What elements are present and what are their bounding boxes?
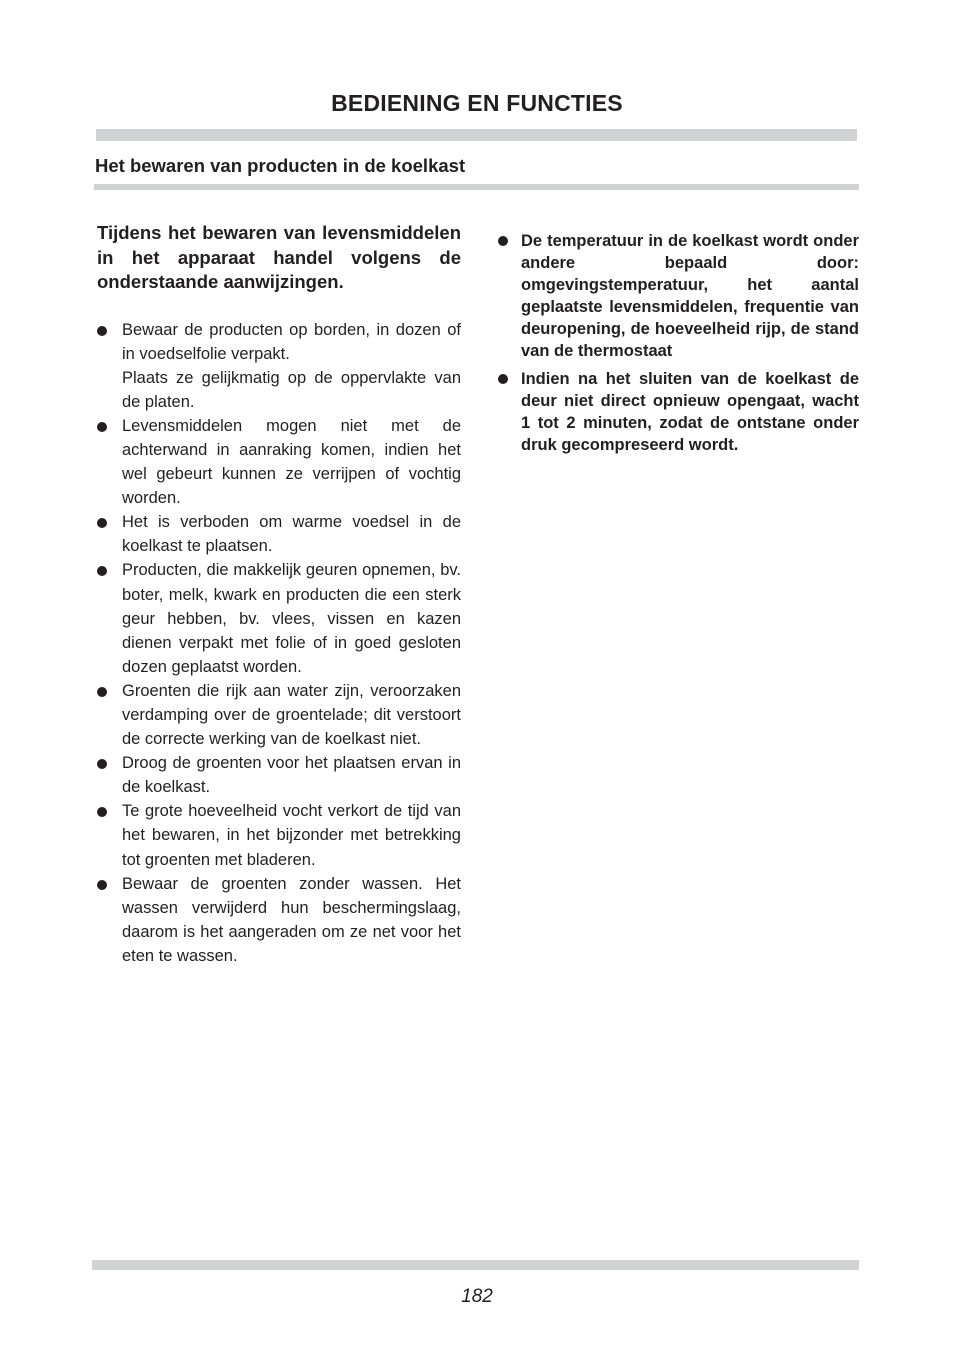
list-item-text: Bewaar de groenten zonder wassen. Het wassen verwijderd hun beschermingslaag, daarom is het aangeraden om ze net voor het eten te wassen. [122,874,461,965]
list-item [97,872,461,968]
bullet-icon [97,880,107,890]
footer-divider [92,1260,859,1270]
instruction-list [97,318,461,969]
list-item [97,751,461,799]
intro-text: Tijdens het bewaren van levensmiddelen in het apparaat handel volgens de onderstaande aanwijzingen. [97,222,461,292]
right-column [498,230,859,462]
list-item-text: Te grote hoeveelheid vocht verkort de tijd van het bewaren, in het bijzonder met betrekking tot groenten met bladeren. [122,802,461,869]
bullet-icon [97,807,107,817]
list-item [97,799,461,871]
header-divider [96,129,857,141]
bullet-icon [97,326,107,336]
list-item-text: Producten, die makkelijk geuren opnemen, bv. boter, melk, kwark en producten die een sterk geur hebben, bv. vlees, vissen en kazen dienen verpakt met folie of in goed gesloten dozen geplaatst worden. [122,561,461,676]
bullet-icon [97,518,107,528]
list-item [97,510,461,558]
list-item [498,230,859,362]
bullet-icon [97,687,107,697]
list-item [97,679,461,751]
bullet-icon [97,759,107,769]
list-item-text: Droog de groenten voor het plaatsen ervan in de koelkast. [122,754,461,797]
bullet-icon [498,374,508,384]
list-item [498,368,859,456]
left-column [97,221,461,968]
list-item [97,558,461,678]
list-item-text: De temperatuur in de koelkast wordt onder andere bepaald door: omgevingstemperatuur, het aantal geplaatste levensmiddelen, frequentie van deuropening, de hoeveelheid rijp, de stand van de thermostaat [521,232,859,360]
page-number: 182 [461,1286,493,1307]
note-list [498,230,859,456]
section-title: Het bewaren van producten in de koelkast [95,155,466,176]
bullet-icon [97,422,107,432]
list-item-text: Indien na het sluiten van de koelkast de deur niet direct opnieuw opengaat, wacht 1 tot 2 minuten, zodat de ontstane onder druk gecompreseerd wordt. [521,370,859,454]
page-title: BEDIENING EN FUNCTIES [331,90,623,116]
list-item-text: Bewaar de producten op borden, in dozen of in voedselfolie verpakt. [122,320,461,363]
list-item [97,318,461,414]
list-item-text: Het is verboden om warme voedsel in de koelkast te plaatsen. [122,513,461,556]
list-item [97,414,461,510]
list-item-text: Levensmiddelen mogen niet met de achterwand in aanraking komen, indien het wel gebeurt kunnen ze verrijpen of vochtig worden. [122,416,461,508]
list-item-note: Plaats ze gelijkmatig op de oppervlakte van de platen. [122,368,461,411]
bullet-icon [498,236,508,246]
bullet-icon [97,566,107,576]
list-item-text: Groenten die rijk aan water zijn, veroorzaken verdamping over de groentelade; dit verstoort de correcte werking van de koelkast niet. [122,681,461,749]
section-divider [94,184,859,190]
